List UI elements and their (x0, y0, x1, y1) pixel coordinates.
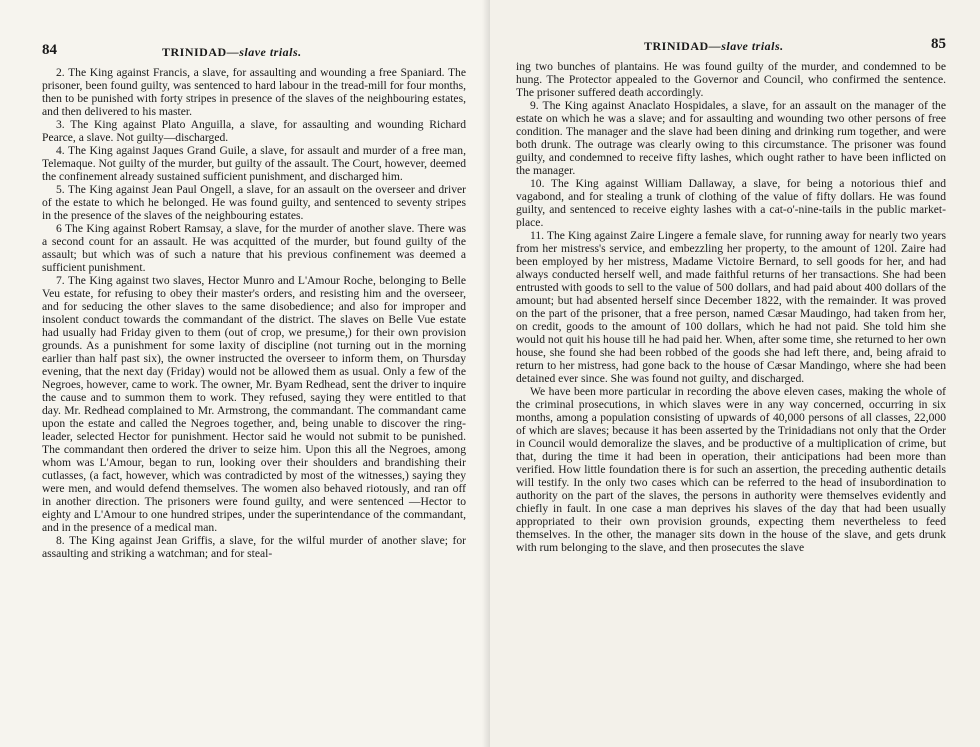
right-page-body (516, 60, 946, 554)
left-page-header (42, 42, 466, 62)
running-head (162, 45, 302, 60)
left-page-body (42, 66, 466, 560)
page-number: 84 (42, 42, 57, 58)
paragraph: 9. The King against Anaclato Hospidales, a slave, for an assault on the manager of the estate on which he was a slave; and for assaulting and wounding two other persons of free condition. The manager and the slave had been dining and drinking rum together, and were both drunk. The outrage was clearly owing to this circumstance. The prisoner was found guilty, and condemned to receive fifty lashes, which ought rather to have been inflicted on the manager. (516, 99, 946, 177)
right-page-header (516, 36, 946, 56)
paragraph: 10. The King against William Dallaway, a slave, for being a notorious thief and vagabond, and for stealing a trunk of clothing of the value of fifty dollars. He was found guilty, and sentenced to receive eighty lashes with a cat-o'-nine-tails in the public market-place. (516, 177, 946, 229)
paragraph: 5. The King against Jean Paul Ongell, a slave, for an assault on the overseer and driver of the estate to which he belonged. He was found guilty, and sentenced to seventy stripes in the presence of the slaves of the neighbouring estates. (42, 183, 466, 222)
paragraph: ing two bunches of plantains. He was found guilty of the murder, and condemned to be hung. The Protector appealed to the Governor and Council, who confirmed the sentence. The prisoner suffered death accordingly. (516, 60, 946, 99)
running-head-prefix: TRINIDAD— (162, 45, 240, 59)
running-head-title: slave trials. (239, 45, 302, 59)
page-number: 85 (931, 36, 946, 52)
paragraph: 11. The King against Zaire Lingere a female slave, for running away for nearly two years from her mistress's service, and embezzling her property, to the amount of 120l. Zaire had been employed by her mistress, Madame Victoire Bernard, to sell goods for her, and had always conducted herself well, and made faithful returns of her transactions. She had been entrusted with goods to sell to the value of 500 dollars, and had paid about 400 dollars of the amount; but had absented herself since December 1822, with the remainder. It was proved on the part of the prisoner, that a free person, named Cæsar Maudingo, had taken from her, on credit, goods to the amount of 100 dollars, which he had not paid. She told him she would not quit his house till he had paid her. When, after some time, she returned to her own house, she found she had been robbed of the goods she had left there, and, being afraid to return to her mistress, had gone back to the house of Cæsar Mandingo, where she had been detained ever since. She was found not guilty, and discharged. (516, 229, 946, 385)
right-page (490, 0, 980, 747)
paragraph: 8. The King against Jean Griffis, a slave, for the wilful murder of another slave; for assaulting and striking a watchman; and for steal- (42, 534, 466, 560)
running-head-prefix: TRINIDAD— (644, 39, 722, 53)
paragraph: 2. The King against Francis, a slave, for assaulting and wounding a free Spaniard. The prisoner, been found guilty, was sentenced to hard labour in the tread-mill for four months, then to be punished with forty stripes in presence of the slaves of the neighbouring estates, and then delivered to his master. (42, 66, 466, 118)
running-head (644, 39, 784, 54)
paragraph: 6 The King against Robert Ramsay, a slave, for the murder of another slave. There was a second count for an assault. He was acquitted of the murder, but found guilty of the assault; but which was of such a nature that his previous confinement was deemed a sufficient punishment. (42, 222, 466, 274)
paragraph: 4. The King against Jaques Grand Guile, a slave, for assault and murder of a free man, Telemaque. Not guilty of the murder, but guilty of the assault. The Court, however, deemed the confinement already sustained sufficient punishment, and discharged him. (42, 144, 467, 183)
paragraph: We have been more particular in recording the above eleven cases, making the whole of the criminal prosecutions, in which slaves were in any way concerned, occurring in six months, among a population consisting of upwards of 40,000 persons of all classes, 22,000 of which are slaves; because it has been asserted by the Trinidadians not only that the Order in Council would demoralize the slaves, and be productive of a multiplication of crime, but that, during the time it had been in operation, their anticipations had been more than verified. How little foundation there is for such an assertion, the preceding authentic details will testify. In the only two cases which can be referred to the head of insubordination to authority on the part of the slaves, the persons in authority were themselves evidently and chiefly in fault. In one case a man deprives his slaves of the day that had been usually appropriated to their own provision grounds, expecting them nevertheless to feed themselves. In the other, the manager sits down in the house of the slave, and gets drunk with rum belonging to the slave, and then prosecutes the slave (516, 385, 946, 554)
paragraph: 7. The King against two slaves, Hector Munro and L'Amour Roche, belonging to Belle Veu estate, for refusing to obey their master's orders, and resisting him and the overseer, and for seducing the other slaves to the same disobedience; and also for improper and insolent conduct towards the commandant of the district. The slaves on Belle Vue estate had usually had Friday given to them (out of crop, we presume,) for their own provision grounds. As a punishment for some laxity of discipline (not turning out in the morning earlier than half past six), the owner instructed the overseer to inform them, on Thursday evening, that the next day (Friday) would not be allowed them as usual. Only a few of the Negroes, however, came to work. The owner, Mr. Byam Redhead, sent the driver to inquire the cause and to summon them to work. They refused, saying they were entitled to that day. Mr. Redhead complained to Mr. Armstrong, the commandant. The commandant came upon the estate and called the Negroes together, and, being unable to discover the ring-leader, selected Hector for punishment. Hector said he would not submit to be punished. The commandant then ordered the driver to seize him. Upon this all the Negroes, among whom was L'Amour, began to run, looking over their shoulders and brandishing their cutlasses, (a fact, however, which was contradicted by most of the witnesses,) saying they were men, and would defend themselves. The women also behaved riotously, and ran off in another direction. The prisoners were found guilty, and were sentenced —Hector to eighty and L'Amour to one hundred stripes, under the superintendance of the commandant, and in the presence of a medical man. (42, 274, 466, 534)
running-head-title: slave trials. (721, 39, 784, 53)
paragraph: 3. The King against Plato Anguilla, a slave, for assaulting and wounding Richard Pearce, a slave. Not guilty—discharged. (42, 118, 466, 144)
